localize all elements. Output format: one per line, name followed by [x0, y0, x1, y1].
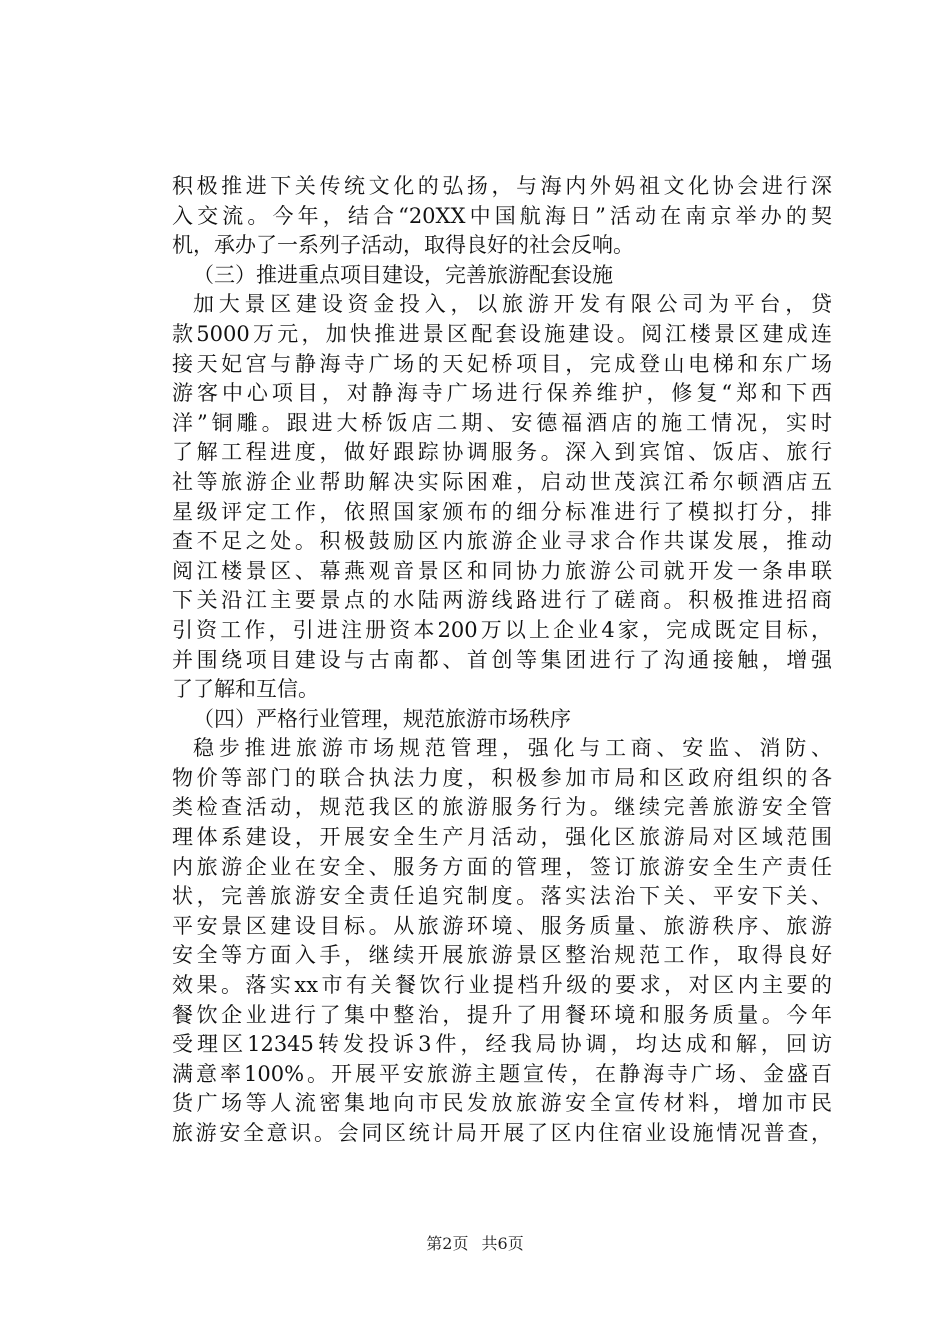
body-line: 满意率100%。开展平安旅游主题宣传，在静海寺广场、金盛百: [172, 1061, 832, 1086]
body-line: 阅江楼景区、幕燕观音景区和同协力旅游公司就开发一条串联: [172, 558, 832, 583]
body-line: 平安景区建设目标。从旅游环境、服务质量、旅游秩序、旅游: [172, 913, 832, 938]
body-line: 引资工作，引进注册资本200万以上企业4家，完成既定目标，: [172, 617, 832, 642]
body-line: 旅游安全意识。会同区统计局开展了区内住宿业设施情况普查，: [172, 1121, 832, 1145]
body-line: 货广场等人流密集地向市民发放旅游安全宣传材料，增加市民: [172, 1091, 832, 1116]
body-line: 洋”铜雕。跟进大桥饭店二期、安德福酒店的施工情况，实时: [172, 410, 832, 435]
body-line: 查不足之处。积极鼓励区内旅游企业寻求合作共谋发展，推动: [172, 529, 832, 554]
body-line: 内旅游企业在安全、服务方面的管理，签订旅游安全生产责任: [172, 854, 832, 879]
body-line: 并围绕项目建设与古南都、首创等集团进行了沟通接触，增强: [172, 647, 832, 672]
body-line: 了了解和互信。: [172, 677, 319, 702]
body-line: 物价等部门的联合执法力度，积极参加市局和区政府组织的各: [172, 765, 832, 790]
body-line: 餐饮企业进行了集中整治，提升了用餐环境和服务质量。今年: [172, 1002, 832, 1027]
body-line: 理体系建设，开展安全生产月活动，强化区旅游局对区域范围: [172, 825, 832, 850]
section-heading-3: （三）推进重点项目建设，完善旅游配套设施: [193, 262, 613, 287]
body-line: 款5000万元，加快推进景区配套设施建设。阅江楼景区建成连: [172, 321, 832, 346]
body-line: 游客中心项目，对静海寺广场进行保养维护，修复“郑和下西: [172, 381, 832, 406]
page-number: 第2页: [426, 1234, 469, 1253]
body-line: 下关沿江主要景点的水陆两游线路进行了磋商。积极推进招商: [172, 588, 832, 613]
body-line: 受理区12345转发投诉3件，经我局协调，均达成和解，回访: [172, 1032, 832, 1057]
body-line: 类检查活动，规范我区的旅游服务行为。继续完善旅游安全管: [172, 795, 832, 820]
body-line: 安全等方面入手，继续开展旅游景区整治规范工作，取得良好: [172, 943, 832, 968]
section-heading-4: （四）严格行业管理，规范旅游市场秩序: [193, 706, 571, 731]
body-line: 机，承办了一系列子活动，取得良好的社会反响。: [172, 233, 634, 258]
body-line: 效果。落实xx市有关餐饮行业提档升级的要求，对区内主要的: [172, 973, 832, 998]
page-footer: [0, 1234, 950, 1254]
body-line: 稳步推进旅游市场规范管理，强化与工商、安监、消防、: [193, 736, 832, 761]
body-line: 星级评定工作，依照国家颁布的细分标准进行了模拟打分，排: [172, 499, 832, 524]
body-line: 社等旅游企业帮助解决实际困难，启动世茂滨江希尔顿酒店五: [172, 469, 832, 494]
body-line: 加大景区建设资金投入，以旅游开发有限公司为平台，贷: [193, 292, 832, 317]
page-total: 共6页: [481, 1234, 524, 1253]
body-line: 状，完善旅游安全责任追究制度。落实法治下关、平安下关、: [172, 884, 832, 909]
body-line: 积极推进下关传统文化的弘扬，与海内外妈祖文化协会进行深: [172, 174, 832, 198]
body-line: 了解工程进度，做好跟踪协调服务。深入到宾馆、饭店、旅行: [172, 440, 832, 465]
body-line: 接天妃宫与静海寺广场的天妃桥项目，完成登山电梯和东广场: [172, 351, 832, 376]
body-line: 入交流。今年，结合“20XX中国航海日”活动在南京举办的契: [172, 203, 832, 228]
document-body: [172, 172, 832, 1149]
